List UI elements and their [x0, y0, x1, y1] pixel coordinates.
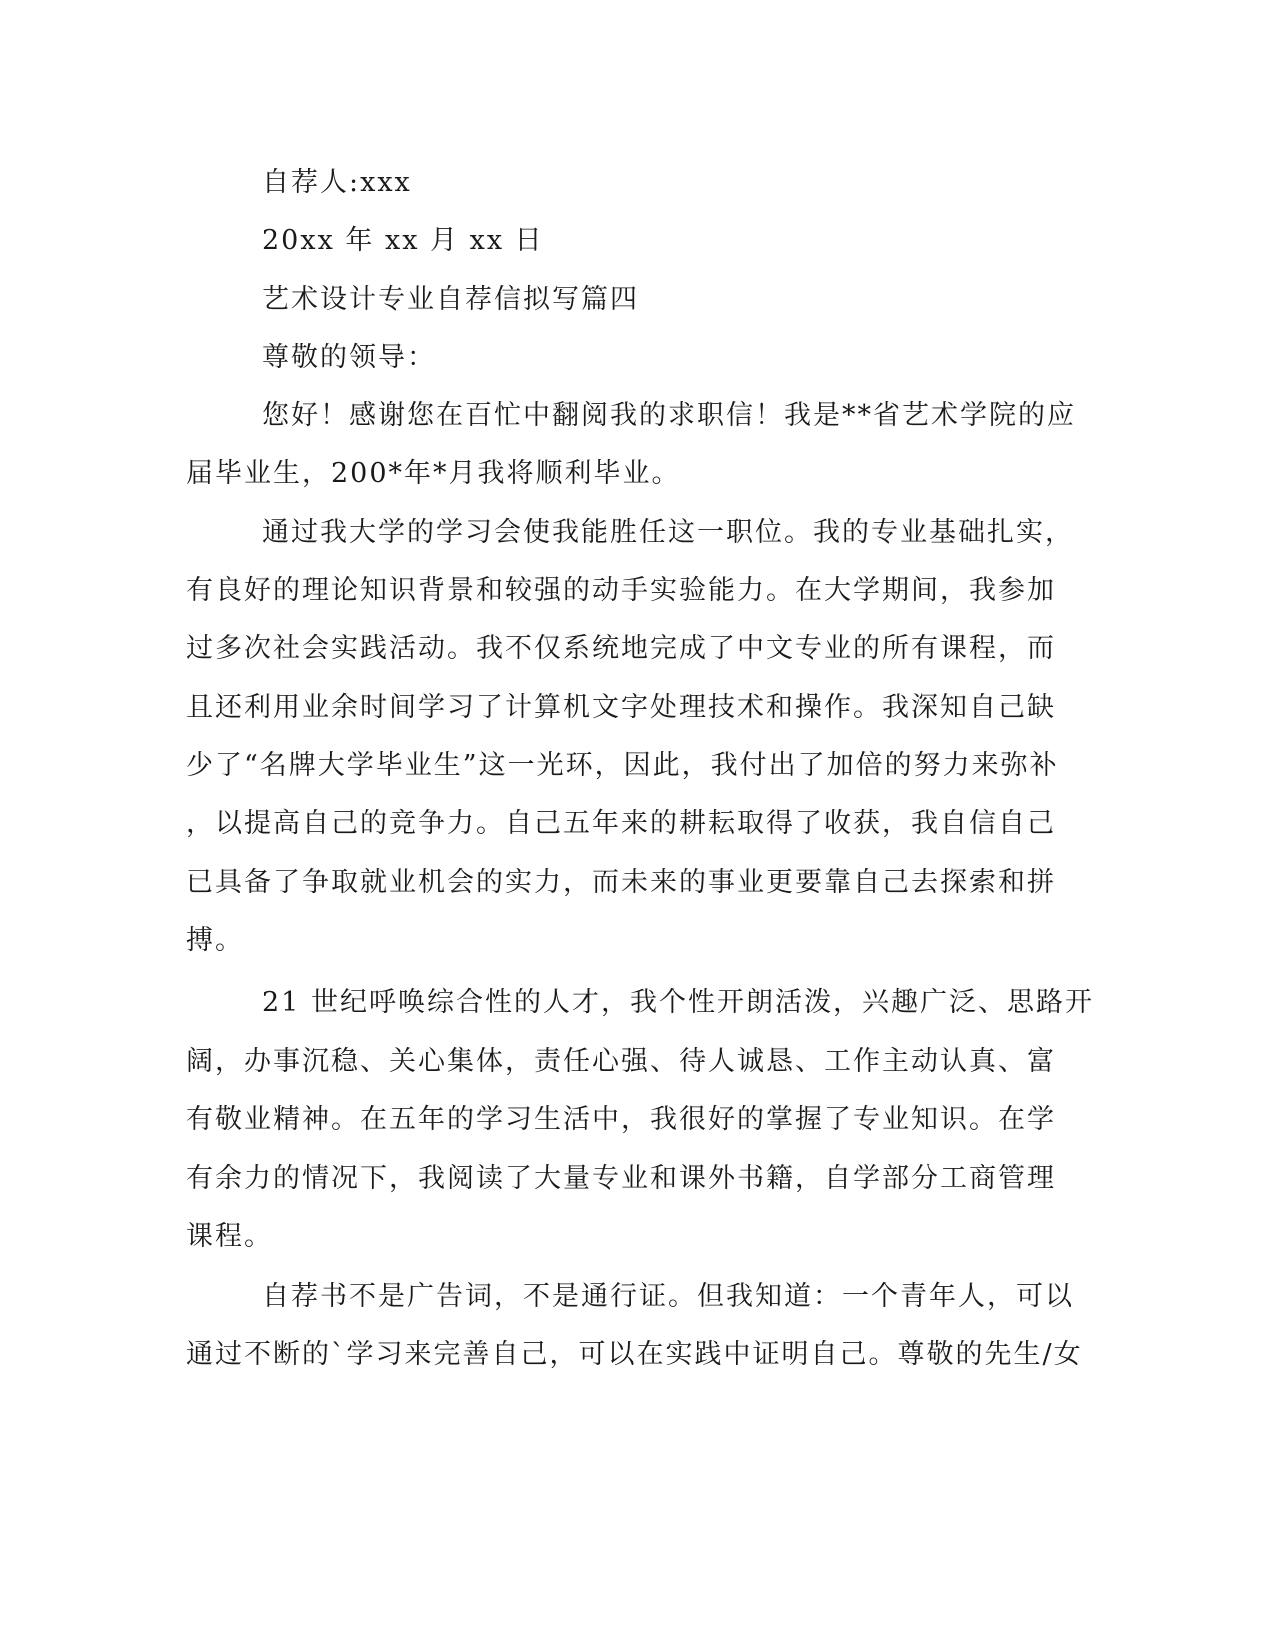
date-line: 20xx 年 xx 月 xx 日: [262, 225, 544, 256]
paragraph-line: 届毕业生，200*年*月我将顺利毕业。: [186, 458, 681, 489]
paragraph-line: 课程。: [186, 1221, 273, 1252]
paragraph-line: ，以提高自己的竞争力。自己五年来的耕耘取得了收获，我自信自己: [186, 808, 1056, 839]
signature-line: 自荐人:xxx: [262, 167, 412, 198]
paragraph-line: 21 世纪呼唤综合性的人才，我个性开朗活泼，兴趣广泛、思路开: [262, 987, 1094, 1018]
paragraph-line: 您好！感谢您在百忙中翻阅我的求职信！我是**省艺术学院的应: [262, 400, 1076, 431]
paragraph-line: 自荐书不是广告词，不是通行证。但我知道：一个青年人，可以: [262, 1281, 1074, 1312]
paragraph-line: 少了“名牌大学毕业生”这一光环，因此，我付出了加倍的努力来弥补: [186, 750, 1059, 781]
paragraph-line: 过多次社会实践活动。我不仅系统地完成了中文专业的所有课程，而: [186, 633, 1056, 664]
paragraph-line: 已具备了争取就业机会的实力，而未来的事业更要靠自己去探索和拼: [186, 867, 1056, 898]
paragraph-line: 有余力的情况下，我阅读了大量专业和课外书籍，自学部分工商管理: [186, 1163, 1056, 1194]
salutation: 尊敬的领导：: [262, 342, 436, 373]
paragraph-line: 搏。: [186, 925, 244, 956]
section-title: 艺术设计专业自荐信拟写篇四: [262, 284, 639, 315]
paragraph-line: 通过不断的`学习来完善自己，可以在实践中证明自己。尊敬的先生/女: [186, 1339, 1083, 1370]
paragraph-line: 且还利用业余时间学习了计算机文字处理技术和操作。我深知自己缺: [186, 692, 1056, 723]
paragraph-line: 有敬业精神。在五年的学习生活中，我很好的掌握了专业知识。在学: [186, 1104, 1056, 1135]
paragraph-line: 有良好的理论知识背景和较强的动手实验能力。在大学期间，我参加: [186, 575, 1056, 606]
paragraph-line: 阔，办事沉稳、关心集体，责任心强、待人诚恳、工作主动认真、富: [186, 1046, 1056, 1077]
paragraph-line: 通过我大学的学习会使我能胜任这一职位。我的专业基础扎实，: [262, 517, 1074, 548]
